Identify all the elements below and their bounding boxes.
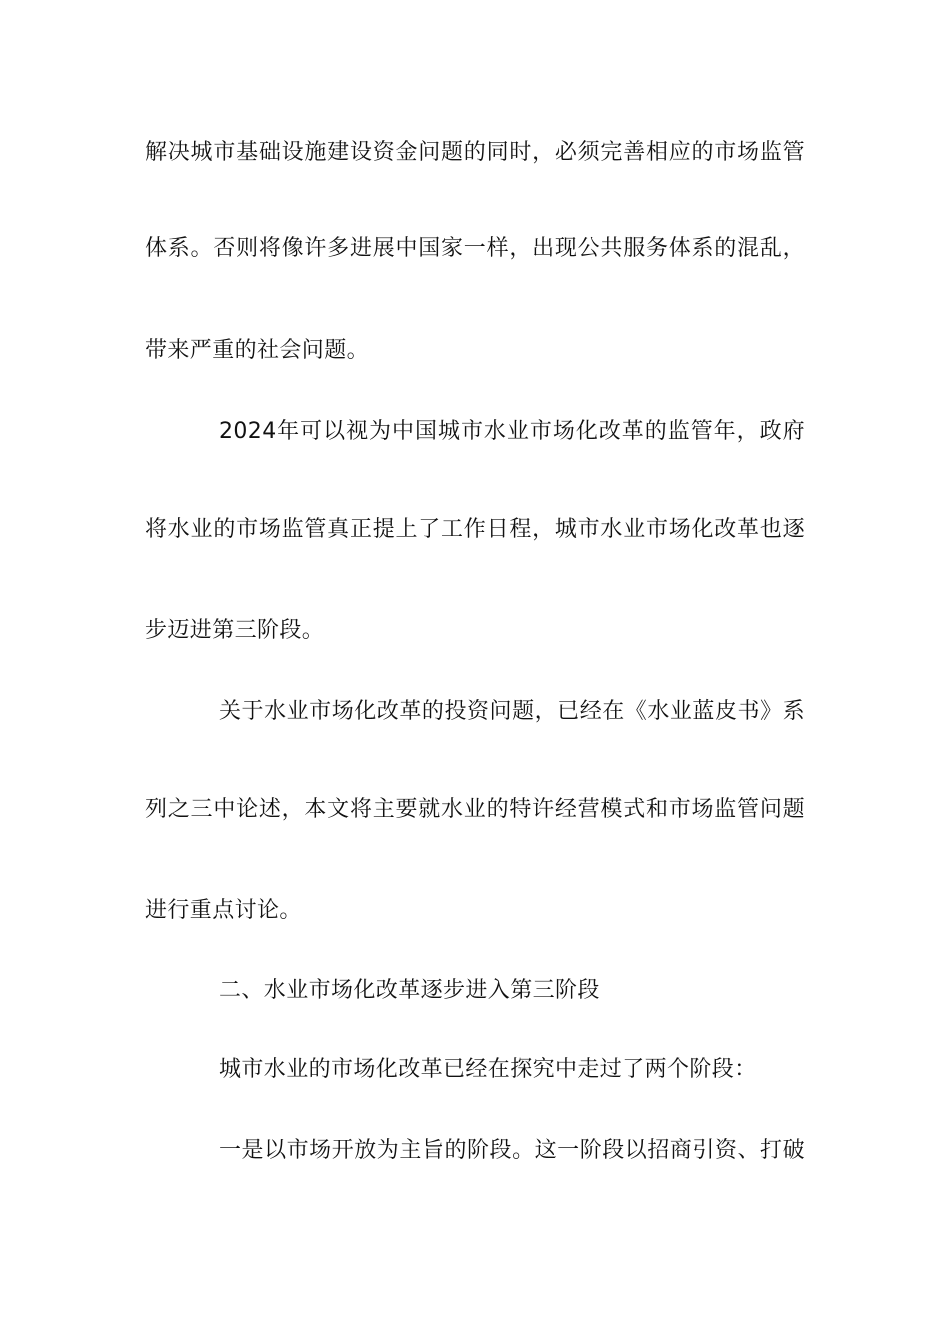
section-heading: 二、水业市场化改革逐步进入第三阶段 bbox=[219, 978, 600, 1003]
paragraph-line-2: 体系。否则将像许多进展中国家一样，出现公共服务体系的混乱， bbox=[145, 236, 805, 261]
paragraph-line-9: 进行重点讨论。 bbox=[145, 898, 302, 923]
paragraph-line-8: 列之三中论述，本文将主要就水业的特许经营模式和市场监管问题 bbox=[145, 797, 805, 822]
paragraph-line-6: 步迈进第三阶段。 bbox=[145, 618, 325, 643]
paragraph-line-1: 解决城市基础设施建设资金问题的同时，必须完善相应的市场监管 bbox=[145, 140, 805, 165]
paragraph-line-11: 城市水业的市场化改革已经在探究中走过了两个阶段： bbox=[219, 1057, 757, 1082]
paragraph-line-5: 将水业的市场监管真正提上了工作日程，城市水业市场化改革也逐 bbox=[145, 517, 805, 542]
paragraph-line-7: 关于水业市场化改革的投资问题，已经在《水业蓝皮书》系 bbox=[219, 699, 805, 724]
paragraph-line-4: 2024年可以视为中国城市水业市场化改革的监管年，政府 bbox=[219, 419, 805, 444]
paragraph-line-3: 带来严重的社会问题。 bbox=[145, 338, 370, 363]
paragraph-line-12: 一是以市场开放为主旨的阶段。这一阶段以招商引资、打破 bbox=[219, 1138, 805, 1163]
